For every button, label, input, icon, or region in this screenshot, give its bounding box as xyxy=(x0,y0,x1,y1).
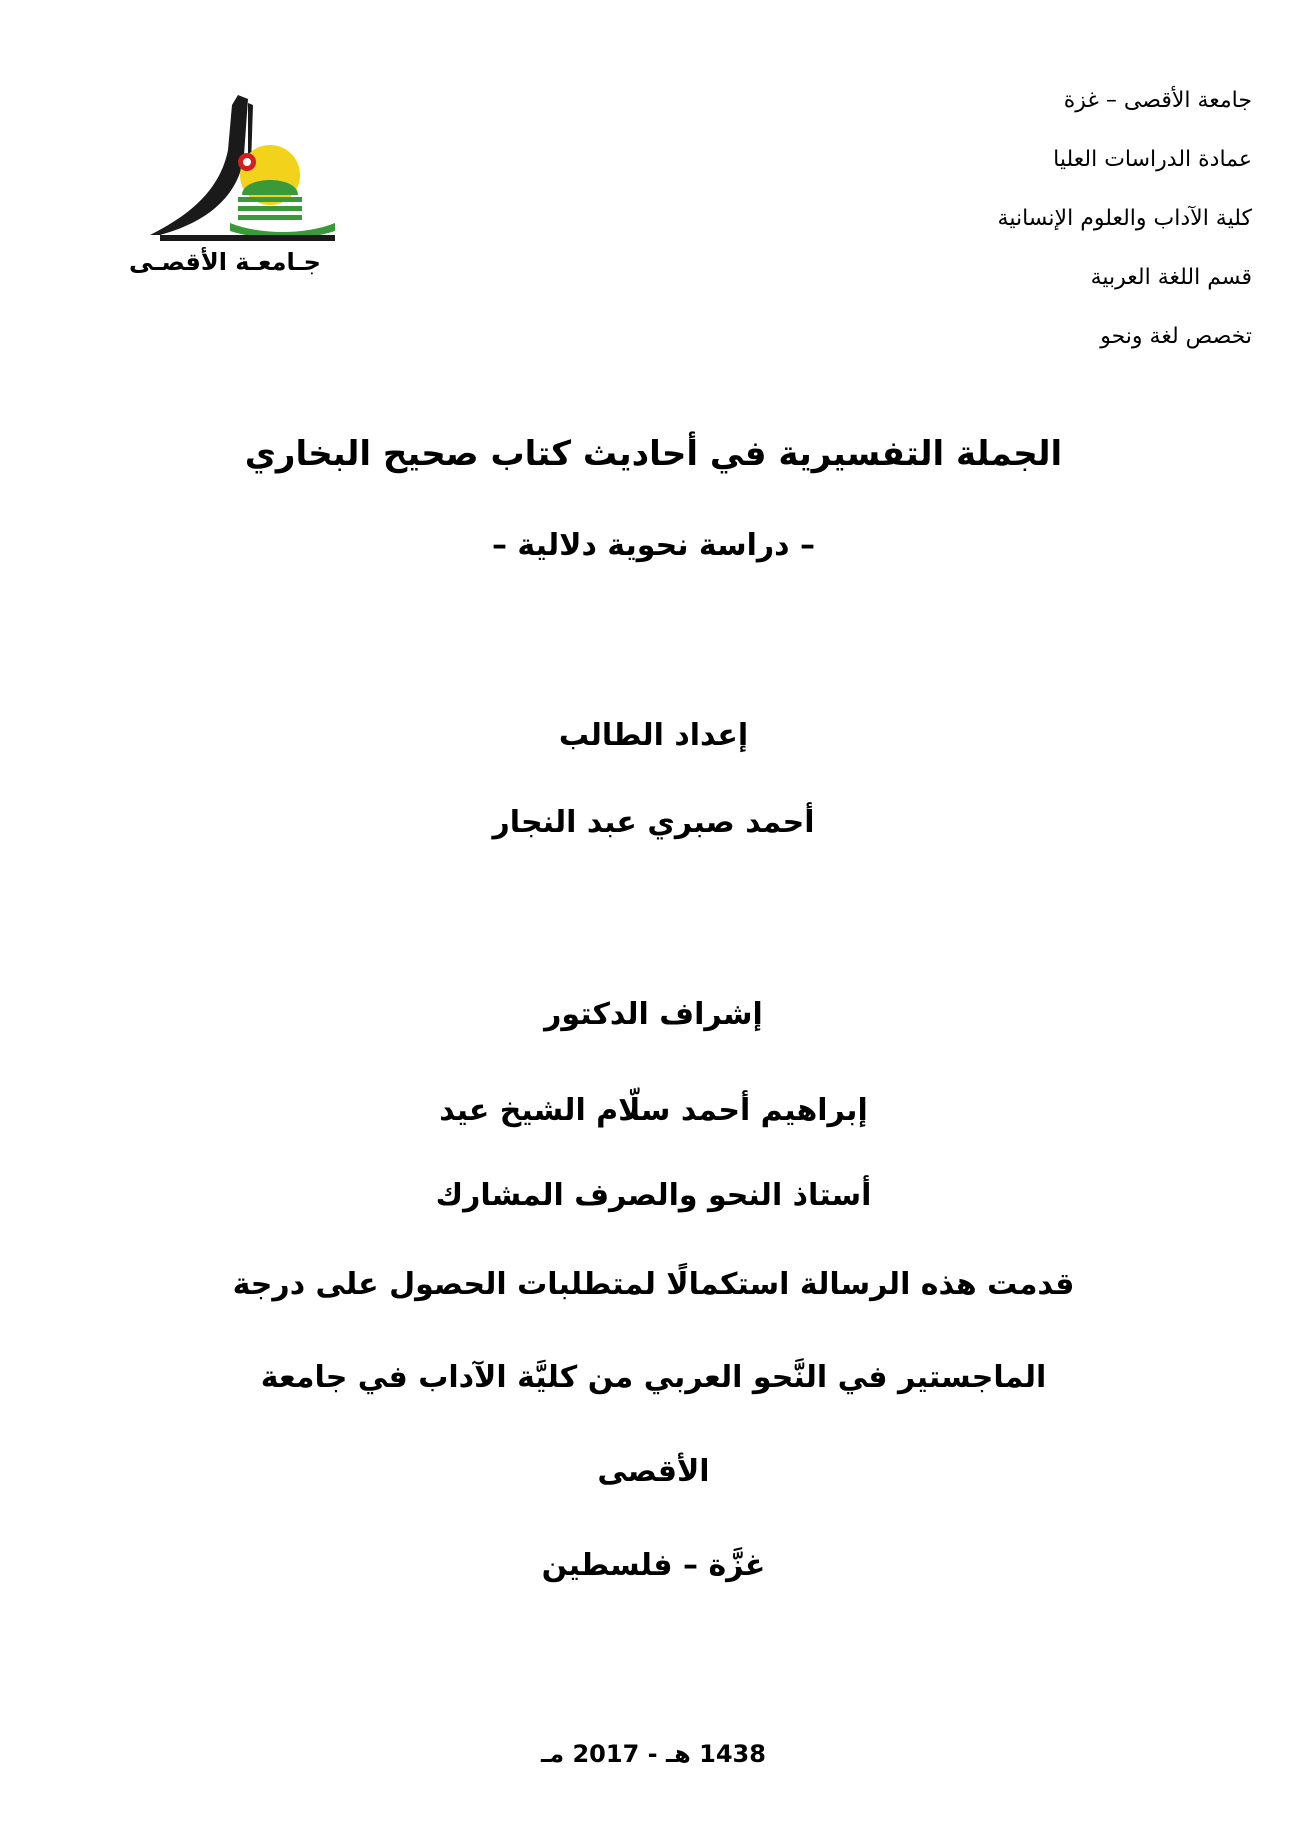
university-emblem-icon xyxy=(120,95,345,245)
student-name: أحمد صبري عبد النجار xyxy=(492,805,815,840)
graduate-studies-deanship: عمادة الدراسات العليا xyxy=(1053,147,1252,172)
submission-line: الأقصى xyxy=(597,1454,710,1489)
submission-line: قدمت هذه الرسالة استكمالًا لمتطلبات الحصول على درجة xyxy=(232,1267,1075,1302)
student-label: إعداد الطالب xyxy=(558,718,749,753)
thesis-title: الجملة التفسيرية في أحاديث كتاب صحيح البخاري xyxy=(244,434,1063,474)
supervisor-title: أستاذ النحو والصرف المشارك xyxy=(435,1178,872,1213)
supervisor-label: إشراف الدكتور xyxy=(544,997,763,1032)
logo-caption: جـامعـة الأقصـى xyxy=(129,248,321,276)
place: غزَّة – فلسطين xyxy=(541,1548,766,1583)
date: 1438 هـ - 2017 مـ xyxy=(541,1740,766,1768)
university-logo xyxy=(120,95,345,285)
submission-line: الماجستير في النَّحو العربي من كليَّة الآداب في جامعة xyxy=(260,1360,1047,1395)
faculty-name: كلية الآداب والعلوم الإنسانية xyxy=(997,206,1252,231)
institution-header xyxy=(832,88,1252,383)
university-name: جامعة الأقصى – غزة xyxy=(1063,88,1252,113)
department-name: قسم اللغة العربية xyxy=(1090,265,1252,290)
thesis-subtitle: – دراسة نحوية دلالية – xyxy=(491,528,815,563)
specialization: تخصص لغة ونحو xyxy=(1100,324,1252,349)
supervisor-name: إبراهيم أحمد سلّام الشيخ عيد xyxy=(439,1093,868,1128)
